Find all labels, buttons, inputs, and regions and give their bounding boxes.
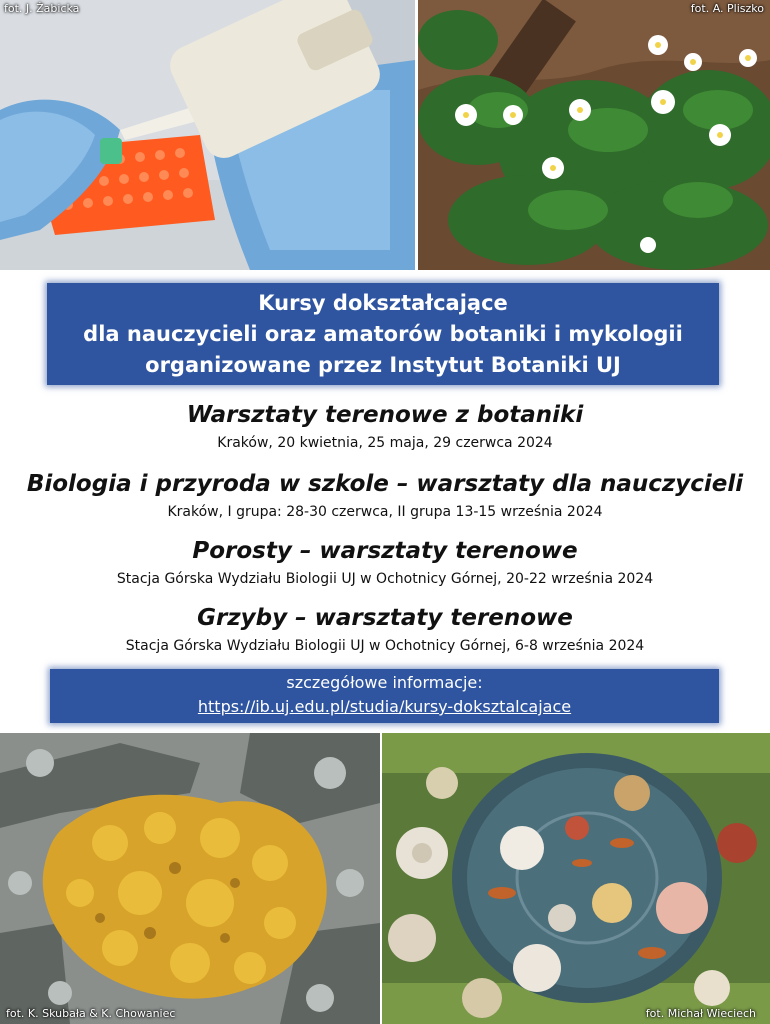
course-name: Warsztaty terenowe z botaniki: [186, 402, 584, 428]
course-name: Grzyby – warsztaty terenowe: [197, 605, 573, 631]
anemone-photo-credit: fot. A. Pliszko: [690, 2, 764, 15]
fungi-photo: [382, 733, 770, 1024]
title-line-1: Kursy dokształcające: [258, 291, 508, 315]
course-detail: Stacja Górska Wydziału Biologii UJ w Ochotnicy Górnej, 6-8 września 2024: [125, 638, 645, 654]
fungi-photo-credit: fot. Michał Wieciech: [645, 1007, 756, 1020]
lab-photo: [0, 0, 415, 270]
title-banner: [47, 283, 719, 385]
course-detail: Kraków, 20 kwietnia, 25 maja, 29 czerwca 2024: [217, 435, 553, 451]
course-name: Biologia i przyroda w szkole – warsztaty dla nauczycieli: [26, 471, 744, 497]
lab-photo-image: [0, 0, 415, 270]
info-label: szczegółowe informacje:: [286, 673, 483, 692]
course-botany-field: [0, 401, 770, 453]
course-school-biology: [0, 470, 770, 522]
course-lichens: [0, 537, 770, 589]
title-line-2: dla nauczycieli oraz amatorów botaniki i mykologii: [83, 322, 683, 346]
lab-photo-credit: fot. J. Żabicka: [4, 2, 80, 15]
lichen-photo-credit: fot. K. Skubała & K. Chowaniec: [6, 1007, 176, 1020]
info-banner: [50, 669, 719, 723]
course-fungi: [0, 604, 770, 656]
fungi-photo-image: [382, 733, 770, 1024]
course-detail: Stacja Górska Wydziału Biologii UJ w Ochotnicy Górnej, 20-22 września 2024: [116, 571, 654, 587]
lichen-photo-image: [0, 733, 380, 1024]
lichen-photo: [0, 733, 380, 1024]
course-detail: Kraków, I grupa: 28-30 czerwca, II grupa 13-15 września 2024: [167, 504, 603, 520]
course-name: Porosty – warsztaty terenowe: [192, 538, 578, 564]
info-link[interactable]: https://ib.uj.edu.pl/studia/kursy-doksztalcajace: [197, 697, 572, 716]
title-line-3: organizowane przez Instytut Botaniki UJ: [145, 353, 621, 377]
anemone-photo: [418, 0, 770, 270]
anemone-photo-image: [418, 0, 770, 270]
